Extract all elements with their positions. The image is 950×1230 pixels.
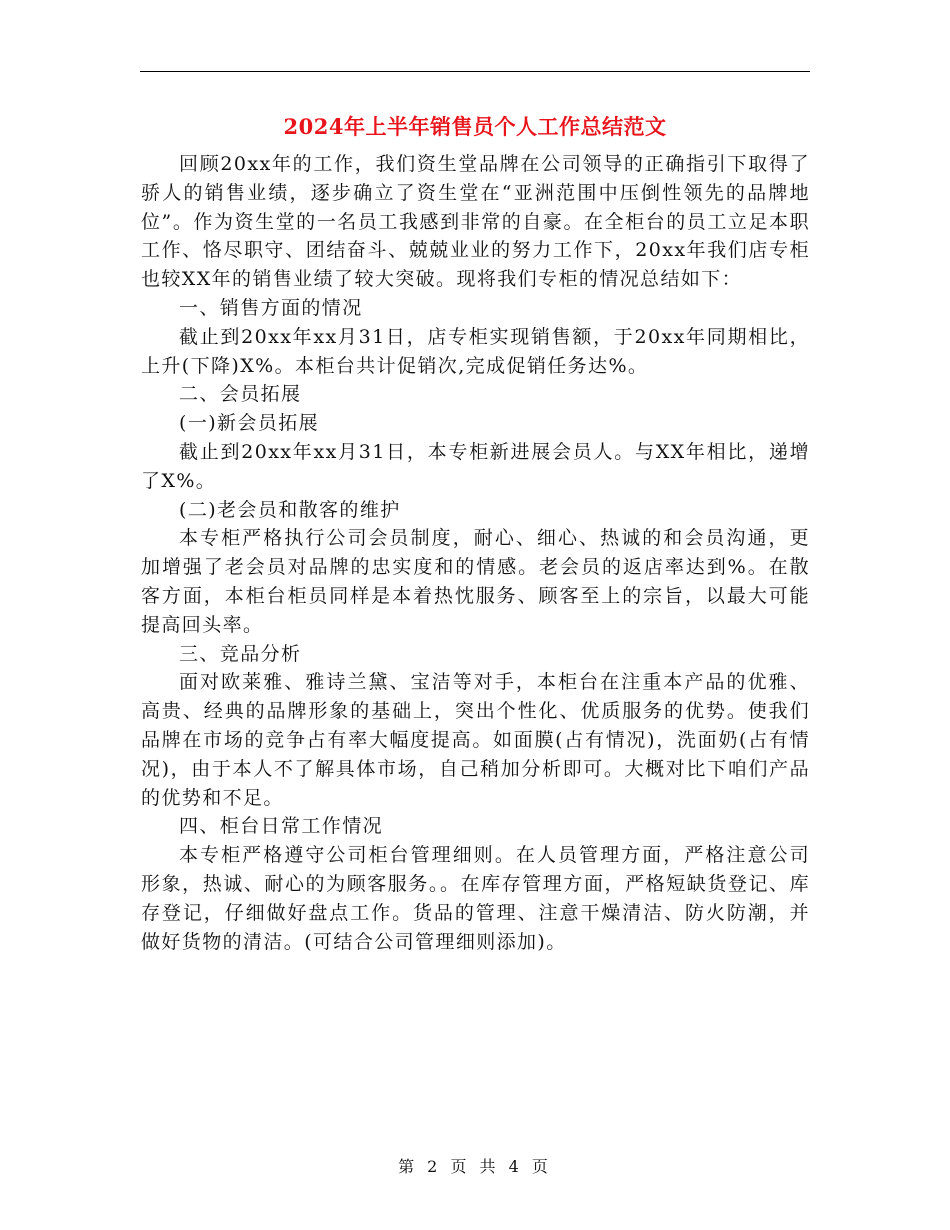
paragraph-intro: 回顾20xx年的工作，我们资生堂品牌在公司领导的正确指引下取得了骄人的销售业绩，逐步确立了资生堂在“亚洲范围中压倒性领先的品牌地位”。作为资生堂的一名员工我感到非常的自豪。在全柜台的员工立足本职工作、恪尽职守、团结奋斗、兢兢业业的努力工作下，20xx年我们店专柜也较XX年的销售业绩了较大突破。现将我们专柜的情况总结如下： xyxy=(141,153,810,291)
subsection-heading-new-members: (一)新会员拓展 xyxy=(179,412,320,435)
paragraph-old-members: 本专柜严格执行公司会员制度，耐心、细心、热诚的和会员沟通，更加增强了老会员对品牌的忠实度和的情感。老会员的返店率达到%。在散客方面，本柜台柜员同样是本着热忱服务、顾客至上的宗旨，以最大可能提高回头率。 xyxy=(141,527,810,636)
paragraph-competitors: 面对欧莱雅、雅诗兰黛、宝洁等对手，本柜台在注重本产品的优雅、高贵、经典的品牌形象的基础上，突出个性化、优质服务的优势。使我们品牌在市场的竞争占有率大幅度提高。如面膜(占有情况)，洗面奶(占有情况)，由于本人不了解具体市场，自己稍加分析即可。大概对比下咱们产品的优势和不足。 xyxy=(141,671,810,809)
paragraph-new-members: 截止到20xx年xx月31日，本专柜新进展会员人。与XX年相比，递增了X%。 xyxy=(141,440,810,492)
subsection-heading-old-members: (二)老会员和散客的维护 xyxy=(179,498,401,521)
section-heading-daily-work: 四、柜台日常工作情况 xyxy=(179,815,384,838)
paragraph-daily-work: 本专柜严格遵守公司柜台管理细则。在人员管理方面，严格注意公司形象，热诚、耐心的为顾客服务。。在库存管理方面，严格短缺货登记、库存登记，仔细做好盘点工作。货品的管理、注意干燥清洁、防火防潮，并做好货物的清洁。(可结合公司管理细则添加)。 xyxy=(141,844,810,953)
section-heading-members: 二、会员拓展 xyxy=(179,383,302,406)
paragraph-sales: 截止到20xx年xx月31日，店专柜实现销售额，于20xx年同期相比，上升(下降)X%。本柜台共计促销次,完成促销任务达%。 xyxy=(141,325,810,377)
document-body xyxy=(141,150,810,956)
document-title: 2024年上半年销售员个人工作总结范文 xyxy=(283,114,667,139)
header-rule xyxy=(140,71,810,72)
section-heading-competitors: 三、竞品分析 xyxy=(179,642,302,665)
section-heading-sales: 一、销售方面的情况 xyxy=(179,296,363,319)
page-number: 第 2 页 共 4 页 xyxy=(398,1157,552,1176)
